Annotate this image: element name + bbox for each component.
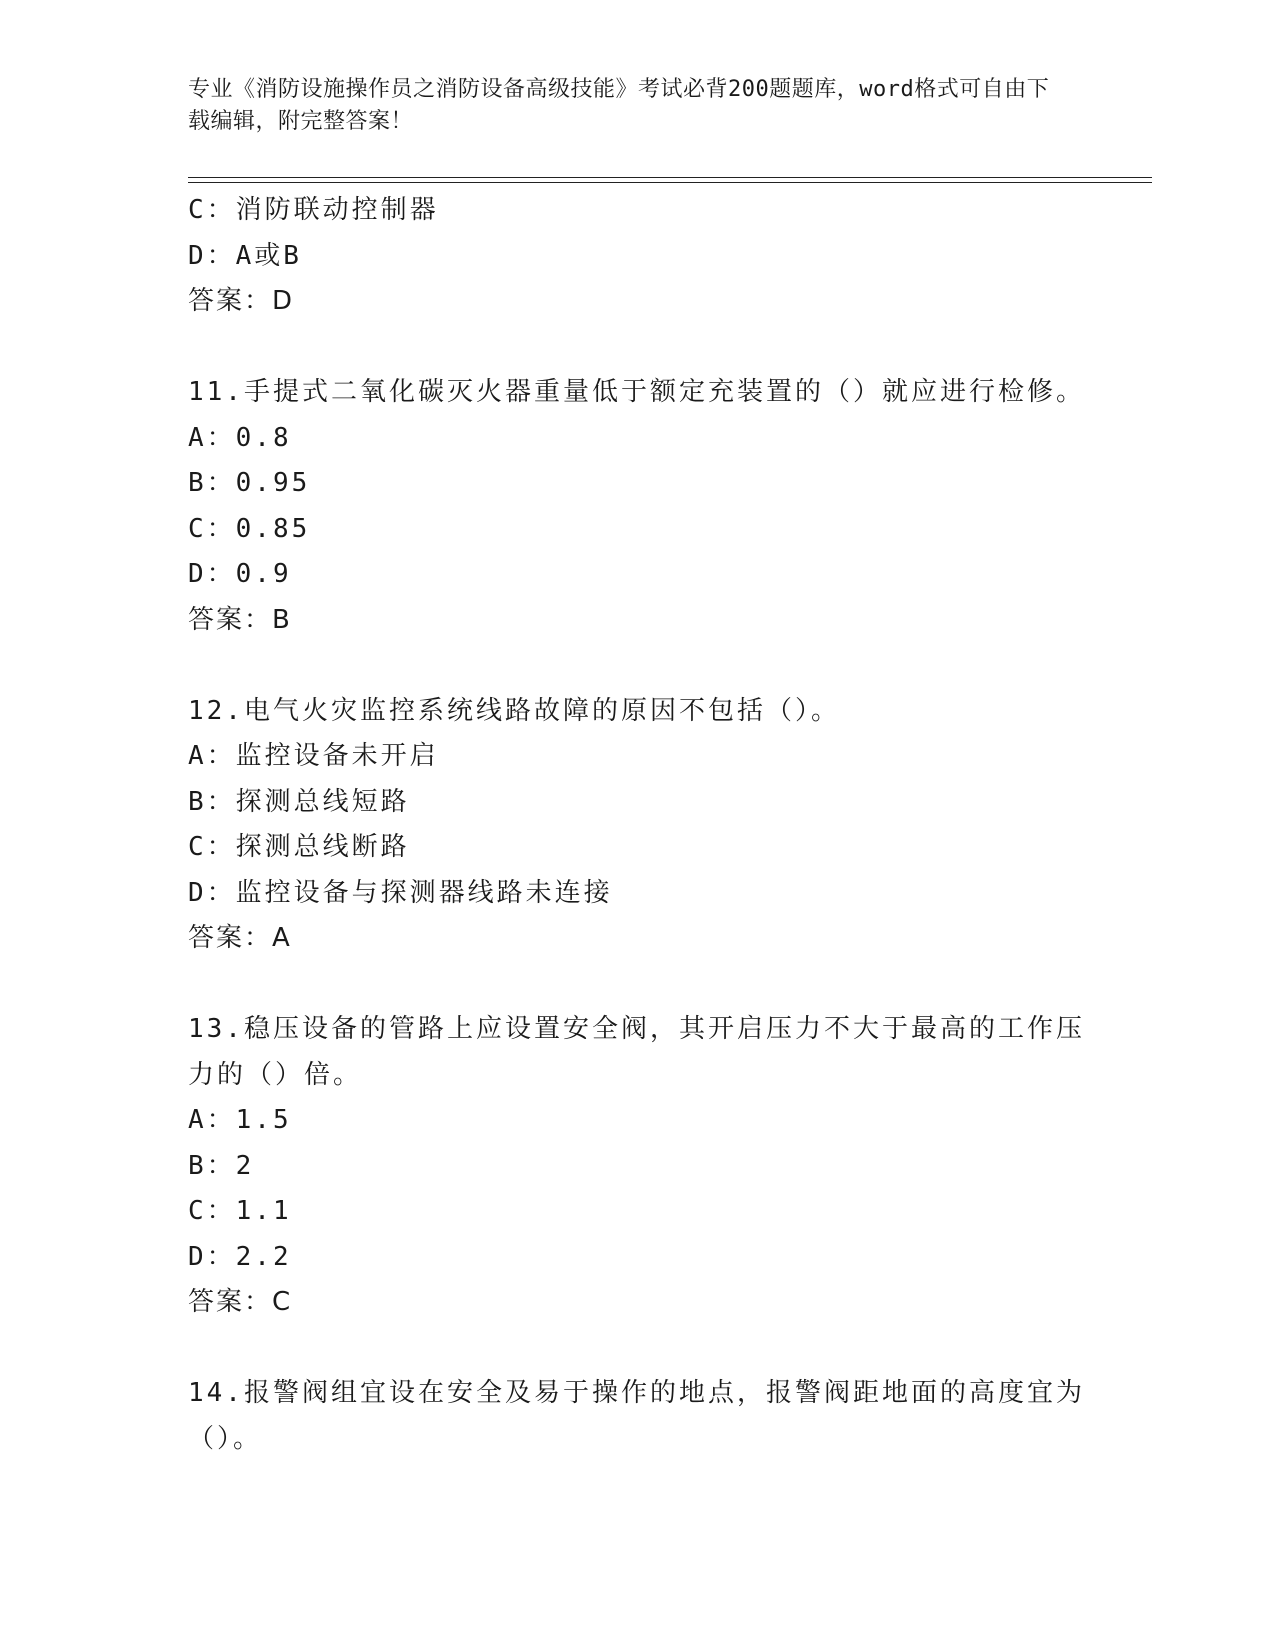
option-c: C：消防联动控制器	[188, 195, 439, 225]
option-d: D：A或B	[188, 240, 302, 271]
question-11	[188, 370, 1088, 643]
question-13	[188, 1007, 1088, 1326]
answer-line: 答案：D	[188, 286, 295, 316]
option-d: D：2.2	[188, 1241, 292, 1272]
question-10-continued	[188, 188, 1088, 325]
option-b: B：探测总线短路	[188, 786, 410, 817]
answer-line: 答案：C	[188, 1287, 293, 1317]
question-14	[188, 1371, 1088, 1462]
option-c: C：1.1	[188, 1196, 292, 1226]
question-12	[188, 689, 1088, 962]
option-c: C：0.85	[188, 513, 311, 544]
spacer	[188, 325, 1088, 371]
question-text: 12.电气火灾监控系统线路故障的原因不包括（）。	[188, 695, 840, 726]
option-b: B：0.95	[188, 468, 311, 498]
option-a: A：监控设备未开启	[188, 741, 439, 771]
answer-line: 答案：A	[188, 923, 292, 953]
option-a: A：1.5	[188, 1105, 292, 1135]
option-c: C：探测总线断路	[188, 832, 410, 862]
header-rule-bottom	[188, 182, 1152, 183]
option-b: B：2	[188, 1150, 255, 1181]
option-d: D：0.9	[188, 559, 292, 589]
question-text: 14.报警阀组宜设在安全及易于操作的地点，报警阀距地面的高度宜为（）。	[188, 1378, 1085, 1454]
spacer	[188, 1326, 1088, 1372]
answer-line: 答案：B	[188, 604, 292, 635]
question-text: 13.稳压设备的管路上应设置安全阀，其开启压力不大于最高的工作压力的（）倍。	[188, 1014, 1085, 1090]
document-header: 专业《消防设施操作员之消防设备高级技能》考试必背200题题库，word格式可自由下载编辑，附完整答案！	[188, 77, 1050, 134]
spacer	[188, 962, 1088, 1008]
option-a: A：0.8	[188, 422, 292, 453]
header-rule-top	[188, 177, 1152, 178]
question-text: 11.手提式二氧化碳灭火器重量低于额定充装置的（）就应进行检修。	[188, 377, 1085, 407]
option-d: D：监控设备与探测器线路未连接	[188, 877, 613, 908]
spacer	[188, 643, 1088, 689]
document-body	[188, 188, 1088, 1462]
